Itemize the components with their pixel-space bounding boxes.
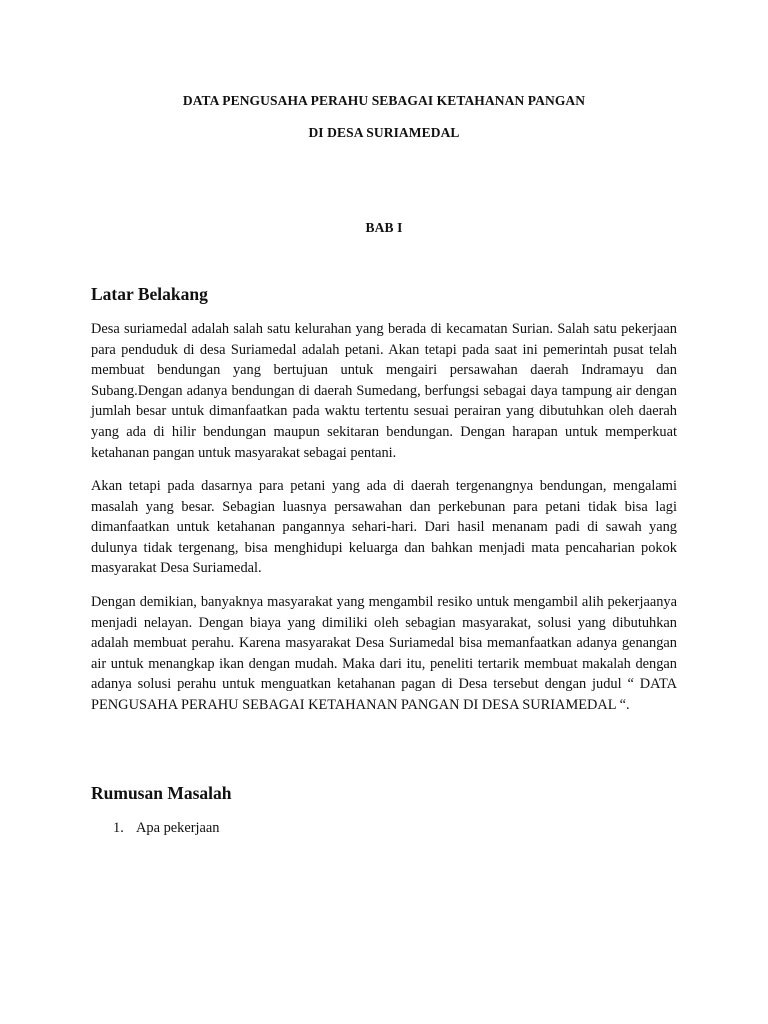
section-heading-rumusan-masalah: Rumusan Masalah: [91, 783, 232, 803]
list-item-number: 1.: [113, 820, 124, 836]
document-title-line-2: DI DESA SURIAMEDAL: [308, 125, 460, 140]
numbered-list: [113, 818, 220, 838]
paragraph: Akan tetapi pada dasarnya para petani yang ada di daerah tergenangnya bendungan, mengalami masalah yang besar. Sebagian luasnya persawahan dan perkebunan para petani tidak bisa lagi dimanfaatkan untuk ketahanan pangannya sehari-hari. Dari hasil menanam padi di sawah yang dulunya tidak tergenang, bisa menghidupi keluarga dan bahkan menjadi mata pencaharian pokok masyarakat Desa Suriamedal.: [91, 478, 677, 577]
chapter-label: BAB I: [365, 220, 403, 235]
paragraph: Dengan demikian, banyaknya masyarakat yang mengambil resiko untuk mengambil alih pekerjaanya menjadi nelayan. Dengan biaya yang dimiliki oleh sebagian masyarakat, solusi yang dibutuhkan adalah membuat perahu. Karena masyarakat Desa Suriamedal bisa memanfaatkan adanya genangan air untuk menangkap ikan dengan mudah. Maka dari itu, peneliti tertarik membuat makalah dengan adanya solusi perahu untuk menguatkan ketahanan pagan di Desa tersebut dengan judul “ DATA PENGUSAHA PERAHU SEBAGAI KETAHANAN PANGAN DI DESA SURIAMEDAL “.: [91, 594, 677, 713]
list-item: [113, 818, 220, 838]
document-title-line-1: DATA PENGUSAHA PERAHU SEBAGAI KETAHANAN PANGAN: [182, 93, 586, 108]
paragraph: Desa suriamedal adalah salah satu kelurahan yang berada di kecamatan Surian. Salah satu pekerjaan para penduduk di desa Suriamedal adalah petani. Akan tetapi pada saat ini pemerintah pusat telah membuat bendungan yang bertujuan untuk mengairi persawahan daerah Indramayu dan Subang.Dengan adanya bendungan di daerah Sumedang, berfungsi sebagai daya tampung air dengan jumlah besar untuk dimanfaatkan pada waktu tertentu sesuai perairan yang dibutuhkan oleh daerah yang ada di hilir bendungan maupun sekitaran bendungan. Dengan harapan untuk memperkuat ketahanan pangan untuk masyarakat sebagai pentani.: [91, 321, 677, 461]
section-heading-latar-belakang: Latar Belakang: [91, 284, 208, 304]
list-item-text: Apa pekerjaan: [136, 820, 220, 836]
